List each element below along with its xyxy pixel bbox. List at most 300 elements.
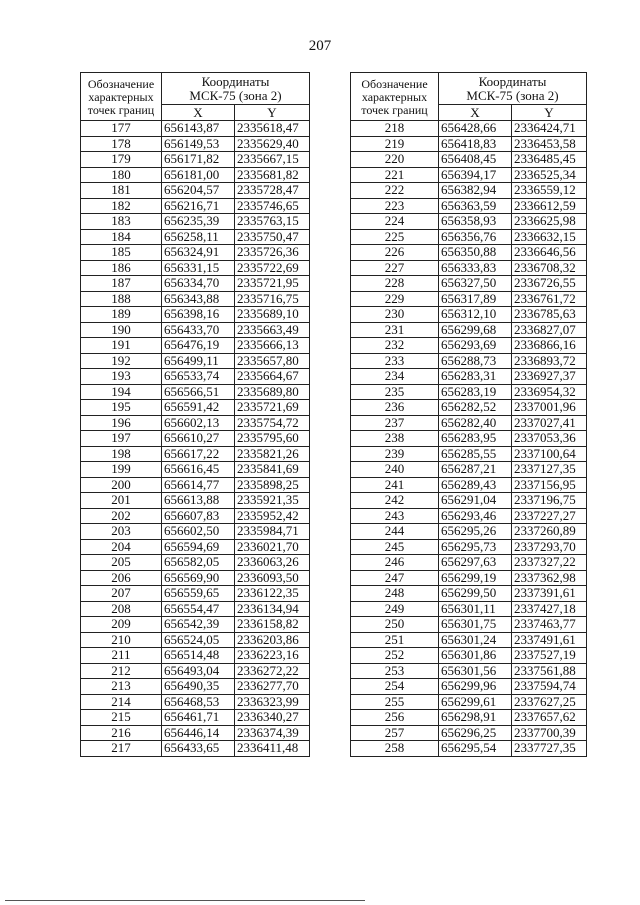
x-coordinate-cell: 656433,65	[162, 741, 235, 757]
designation-header-line1: Обозначение	[361, 76, 428, 91]
x-coordinate-cell: 656312,10	[439, 307, 512, 323]
point-number-cell: 209	[81, 617, 162, 633]
table-row	[351, 694, 587, 710]
y-coordinate-cell: 2337196,75	[512, 493, 587, 509]
x-coordinate-cell: 656542,39	[162, 617, 235, 633]
x-coordinate-cell: 656398,16	[162, 307, 235, 323]
x-coordinate-cell: 656334,70	[162, 276, 235, 292]
table-row	[81, 524, 310, 540]
table-row	[351, 524, 587, 540]
x-coordinate-cell: 656282,40	[439, 415, 512, 431]
table-header	[351, 73, 587, 121]
table-body-left	[81, 121, 310, 757]
table-row	[351, 291, 587, 307]
point-number-cell: 195	[81, 400, 162, 416]
x-coordinate-cell: 656295,54	[439, 741, 512, 757]
y-coordinate-cell: 2335726,36	[235, 245, 310, 261]
designation-header-line3: точек границ	[361, 102, 428, 117]
table-row	[81, 617, 310, 633]
scan-edge-line	[5, 900, 365, 901]
table-row	[81, 245, 310, 261]
table-row	[81, 291, 310, 307]
point-number-cell: 197	[81, 431, 162, 447]
point-number-cell: 256	[351, 710, 439, 726]
y-coordinate-cell: 2335728,47	[235, 183, 310, 199]
point-number-cell: 198	[81, 446, 162, 462]
table-row	[81, 632, 310, 648]
y-coordinate-cell: 2336761,72	[512, 291, 587, 307]
point-number-cell: 234	[351, 369, 439, 385]
coordinates-table-left	[80, 72, 310, 757]
x-header: X	[439, 105, 512, 121]
x-coordinate-cell: 656301,75	[439, 617, 512, 633]
x-coordinate-cell: 656327,50	[439, 276, 512, 292]
point-number-cell: 180	[81, 167, 162, 183]
y-coordinate-cell: 2336063,26	[235, 555, 310, 571]
designation-header-line1: Обозначение	[87, 76, 155, 91]
table-row	[81, 710, 310, 726]
point-number-cell: 243	[351, 508, 439, 524]
point-number-cell: 189	[81, 307, 162, 323]
y-coordinate-cell: 2336612,59	[512, 198, 587, 214]
x-coordinate-cell: 656559,65	[162, 586, 235, 602]
x-coordinate-cell: 656524,05	[162, 632, 235, 648]
y-coordinate-cell: 2337362,98	[512, 570, 587, 586]
y-coordinate-cell: 2335689,80	[235, 384, 310, 400]
point-number-cell: 207	[81, 586, 162, 602]
table-row	[351, 229, 587, 245]
point-number-cell: 214	[81, 694, 162, 710]
point-number-cell: 213	[81, 679, 162, 695]
point-number-cell: 242	[351, 493, 439, 509]
point-number-cell: 240	[351, 462, 439, 478]
y-coordinate-cell: 2335666,13	[235, 338, 310, 354]
x-coordinate-cell: 656295,26	[439, 524, 512, 540]
y-coordinate-cell: 2337260,89	[512, 524, 587, 540]
coordinates-header-line1: Координаты	[478, 73, 547, 89]
point-number-cell: 254	[351, 679, 439, 695]
point-number-cell: 235	[351, 384, 439, 400]
y-coordinate-cell: 2336625,98	[512, 214, 587, 230]
x-coordinate-cell: 656283,19	[439, 384, 512, 400]
y-coordinate-cell: 2336559,12	[512, 183, 587, 199]
y-coordinate-cell: 2335663,49	[235, 322, 310, 338]
point-number-cell: 220	[351, 152, 439, 168]
point-number-cell: 226	[351, 245, 439, 261]
table-row	[351, 570, 587, 586]
y-coordinate-cell: 2337100,64	[512, 446, 587, 462]
x-coordinate-cell: 656299,19	[439, 570, 512, 586]
point-number-cell: 233	[351, 353, 439, 369]
point-number-cell: 199	[81, 462, 162, 478]
y-coordinate-cell: 2336203,86	[235, 632, 310, 648]
coordinates-header-line1: Координаты	[201, 73, 270, 89]
x-coordinate-cell: 656258,11	[162, 229, 235, 245]
table-row	[351, 725, 587, 741]
y-coordinate-cell: 2336893,72	[512, 353, 587, 369]
y-coordinate-cell: 2335657,80	[235, 353, 310, 369]
x-coordinate-cell: 656324,91	[162, 245, 235, 261]
x-coordinate-cell: 656418,83	[439, 136, 512, 152]
table-row	[351, 508, 587, 524]
x-coordinate-cell: 656293,46	[439, 508, 512, 524]
y-coordinate-cell: 2337053,36	[512, 431, 587, 447]
y-coordinate-cell: 2335667,15	[235, 152, 310, 168]
x-coordinate-cell: 656554,47	[162, 601, 235, 617]
y-coordinate-cell: 2335898,25	[235, 477, 310, 493]
point-number-cell: 236	[351, 400, 439, 416]
table-row	[81, 415, 310, 431]
point-number-cell: 193	[81, 369, 162, 385]
y-coordinate-cell: 2336272,22	[235, 663, 310, 679]
point-number-cell: 183	[81, 214, 162, 230]
x-coordinate-cell: 656293,69	[439, 338, 512, 354]
y-coordinate-cell: 2335721,69	[235, 400, 310, 416]
point-number-cell: 244	[351, 524, 439, 540]
x-coordinate-cell: 656428,66	[439, 121, 512, 137]
y-coordinate-cell: 2335681,82	[235, 167, 310, 183]
page-number: 207	[308, 38, 332, 54]
y-header: Y	[235, 105, 310, 121]
designation-header	[81, 73, 162, 121]
point-number-cell: 218	[351, 121, 439, 137]
x-coordinate-cell: 656288,73	[439, 353, 512, 369]
table-row	[81, 183, 310, 199]
designation-header-line3: точек границ	[87, 102, 155, 117]
table-row	[81, 570, 310, 586]
point-number-cell: 181	[81, 183, 162, 199]
x-coordinate-cell: 656331,15	[162, 260, 235, 276]
y-coordinate-cell: 2337463,77	[512, 617, 587, 633]
table-row	[351, 431, 587, 447]
y-coordinate-cell: 2337391,61	[512, 586, 587, 602]
y-coordinate-cell: 2335952,42	[235, 508, 310, 524]
y-coordinate-cell: 2336134,94	[235, 601, 310, 617]
x-coordinate-cell: 656499,11	[162, 353, 235, 369]
y-coordinate-cell: 2335921,35	[235, 493, 310, 509]
table-row	[351, 493, 587, 509]
y-coordinate-cell: 2335754,72	[235, 415, 310, 431]
table-row	[81, 152, 310, 168]
x-coordinate-cell: 656461,71	[162, 710, 235, 726]
y-coordinate-cell: 2336708,32	[512, 260, 587, 276]
table-row	[81, 307, 310, 323]
y-coordinate-cell: 2336374,39	[235, 725, 310, 741]
y-coordinate-cell: 2336223,16	[235, 648, 310, 664]
x-coordinate-cell: 656296,25	[439, 725, 512, 741]
x-coordinate-cell: 656433,70	[162, 322, 235, 338]
point-number-cell: 205	[81, 555, 162, 571]
point-number-cell: 227	[351, 260, 439, 276]
point-number-cell: 241	[351, 477, 439, 493]
y-coordinate-cell: 2335763,15	[235, 214, 310, 230]
table-row	[81, 679, 310, 695]
table-row	[351, 446, 587, 462]
table-row	[81, 601, 310, 617]
designation-header-line2: характерных	[361, 89, 428, 104]
point-number-cell: 253	[351, 663, 439, 679]
y-coordinate-cell: 2335984,71	[235, 524, 310, 540]
point-number-cell: 245	[351, 539, 439, 555]
point-number-cell: 232	[351, 338, 439, 354]
y-coordinate-cell: 2335821,26	[235, 446, 310, 462]
table-row	[351, 214, 587, 230]
point-number-cell: 191	[81, 338, 162, 354]
y-coordinate-cell: 2337001,96	[512, 400, 587, 416]
y-coordinate-cell: 2336453,58	[512, 136, 587, 152]
y-coordinate-cell: 2336411,48	[235, 741, 310, 757]
x-coordinate-cell: 656582,05	[162, 555, 235, 571]
x-coordinate-cell: 656295,73	[439, 539, 512, 555]
x-coordinate-cell: 656343,88	[162, 291, 235, 307]
point-number-cell: 204	[81, 539, 162, 555]
x-coordinate-cell: 656287,21	[439, 462, 512, 478]
point-number-cell: 192	[81, 353, 162, 369]
table-row	[351, 152, 587, 168]
y-coordinate-cell: 2335664,67	[235, 369, 310, 385]
y-coordinate-cell: 2336277,70	[235, 679, 310, 695]
point-number-cell: 255	[351, 694, 439, 710]
point-number-cell: 221	[351, 167, 439, 183]
x-coordinate-cell: 656301,86	[439, 648, 512, 664]
x-coordinate-cell: 656594,69	[162, 539, 235, 555]
point-number-cell: 186	[81, 260, 162, 276]
x-coordinate-cell: 656394,17	[439, 167, 512, 183]
x-coordinate-cell: 656171,82	[162, 152, 235, 168]
coordinates-header	[439, 73, 587, 105]
table-row	[351, 400, 587, 416]
point-number-cell: 188	[81, 291, 162, 307]
table-header	[81, 73, 310, 121]
table-row	[81, 136, 310, 152]
y-coordinate-cell: 2335795,60	[235, 431, 310, 447]
table-row	[81, 322, 310, 338]
point-number-cell: 203	[81, 524, 162, 540]
table-row	[351, 477, 587, 493]
table-row	[81, 369, 310, 385]
x-coordinate-cell: 656283,95	[439, 431, 512, 447]
y-coordinate-cell: 2336525,34	[512, 167, 587, 183]
x-coordinate-cell: 656291,04	[439, 493, 512, 509]
coordinates-header-line2: МСК-75 (зона 2)	[466, 87, 559, 103]
table-row	[81, 477, 310, 493]
point-number-cell: 228	[351, 276, 439, 292]
x-coordinate-cell: 656617,22	[162, 446, 235, 462]
x-coordinate-cell: 656607,83	[162, 508, 235, 524]
table-row	[351, 679, 587, 695]
y-coordinate-cell: 2335722,69	[235, 260, 310, 276]
y-coordinate-cell: 2336485,45	[512, 152, 587, 168]
point-number-cell: 222	[351, 183, 439, 199]
x-coordinate-cell: 656333,83	[439, 260, 512, 276]
table-row	[351, 307, 587, 323]
y-coordinate-cell: 2336827,07	[512, 322, 587, 338]
x-coordinate-cell: 656299,96	[439, 679, 512, 695]
point-number-cell: 225	[351, 229, 439, 245]
point-number-cell: 179	[81, 152, 162, 168]
table-row	[81, 260, 310, 276]
point-number-cell: 212	[81, 663, 162, 679]
y-coordinate-cell: 2337657,62	[512, 710, 587, 726]
table-row	[81, 555, 310, 571]
y-coordinate-cell: 2337156,95	[512, 477, 587, 493]
y-coordinate-cell: 2335716,75	[235, 291, 310, 307]
table-row	[351, 462, 587, 478]
x-coordinate-cell: 656149,53	[162, 136, 235, 152]
table-row	[351, 136, 587, 152]
y-coordinate-cell: 2337127,35	[512, 462, 587, 478]
point-number-cell: 238	[351, 431, 439, 447]
y-coordinate-cell: 2337227,27	[512, 508, 587, 524]
x-coordinate-cell: 656408,45	[439, 152, 512, 168]
y-coordinate-cell: 2335750,47	[235, 229, 310, 245]
point-number-cell: 252	[351, 648, 439, 664]
table-row	[81, 508, 310, 524]
coordinates-header-line2: МСК-75 (зона 2)	[189, 87, 282, 103]
table-row	[351, 245, 587, 261]
point-number-cell: 185	[81, 245, 162, 261]
table-row	[351, 260, 587, 276]
point-number-cell: 216	[81, 725, 162, 741]
x-coordinate-cell: 656569,90	[162, 570, 235, 586]
table-row	[351, 183, 587, 199]
table-row	[351, 539, 587, 555]
point-number-cell: 206	[81, 570, 162, 586]
x-coordinate-cell: 656613,88	[162, 493, 235, 509]
table-row	[351, 198, 587, 214]
x-coordinate-cell: 656493,04	[162, 663, 235, 679]
y-coordinate-cell: 2336340,27	[235, 710, 310, 726]
table-row	[351, 632, 587, 648]
table-row	[351, 741, 587, 757]
y-coordinate-cell: 2336424,71	[512, 121, 587, 137]
table-row	[81, 493, 310, 509]
x-coordinate-cell: 656602,50	[162, 524, 235, 540]
table-row	[351, 353, 587, 369]
table-row	[351, 167, 587, 183]
point-number-cell: 248	[351, 586, 439, 602]
x-coordinate-cell: 656299,61	[439, 694, 512, 710]
x-coordinate-cell: 656616,45	[162, 462, 235, 478]
table-row	[81, 353, 310, 369]
y-coordinate-cell: 2336646,56	[512, 245, 587, 261]
y-header: Y	[512, 105, 587, 121]
x-coordinate-cell: 656610,27	[162, 431, 235, 447]
point-number-cell: 223	[351, 198, 439, 214]
table-row	[351, 710, 587, 726]
x-coordinate-cell: 656566,51	[162, 384, 235, 400]
table-row	[351, 586, 587, 602]
table-row	[81, 214, 310, 230]
y-coordinate-cell: 2335618,47	[235, 121, 310, 137]
table-row	[81, 663, 310, 679]
y-coordinate-cell: 2336093,50	[235, 570, 310, 586]
y-coordinate-cell: 2336323,99	[235, 694, 310, 710]
table-row	[81, 462, 310, 478]
point-number-cell: 182	[81, 198, 162, 214]
x-coordinate-cell: 656614,77	[162, 477, 235, 493]
y-coordinate-cell: 2336726,55	[512, 276, 587, 292]
x-coordinate-cell: 656317,89	[439, 291, 512, 307]
y-coordinate-cell: 2335629,40	[235, 136, 310, 152]
table-row	[81, 121, 310, 137]
y-coordinate-cell: 2337700,39	[512, 725, 587, 741]
x-coordinate-cell: 656358,93	[439, 214, 512, 230]
y-coordinate-cell: 2337327,22	[512, 555, 587, 571]
x-coordinate-cell: 656283,31	[439, 369, 512, 385]
x-coordinate-cell: 656299,50	[439, 586, 512, 602]
table-row	[351, 617, 587, 633]
x-coordinate-cell: 656468,53	[162, 694, 235, 710]
x-coordinate-cell: 656533,74	[162, 369, 235, 385]
point-number-cell: 217	[81, 741, 162, 757]
table-row	[351, 601, 587, 617]
point-number-cell: 251	[351, 632, 439, 648]
x-coordinate-cell: 656301,11	[439, 601, 512, 617]
y-coordinate-cell: 2335841,69	[235, 462, 310, 478]
x-coordinate-cell: 656301,56	[439, 663, 512, 679]
designation-header-line2: характерных	[88, 89, 154, 104]
y-coordinate-cell: 2336866,16	[512, 338, 587, 354]
y-coordinate-cell: 2337594,74	[512, 679, 587, 695]
table-row	[81, 276, 310, 292]
table-row	[81, 198, 310, 214]
y-coordinate-cell: 2337427,18	[512, 601, 587, 617]
table-row	[351, 121, 587, 137]
table-row	[351, 338, 587, 354]
table-row	[81, 586, 310, 602]
table-row	[351, 322, 587, 338]
table-row	[351, 276, 587, 292]
point-number-cell: 249	[351, 601, 439, 617]
x-coordinate-cell: 656591,42	[162, 400, 235, 416]
point-number-cell: 202	[81, 508, 162, 524]
point-number-cell: 230	[351, 307, 439, 323]
point-number-cell: 190	[81, 322, 162, 338]
y-coordinate-cell: 2336158,82	[235, 617, 310, 633]
y-coordinate-cell: 2337491,61	[512, 632, 587, 648]
x-coordinate-cell: 656282,52	[439, 400, 512, 416]
point-number-cell: 194	[81, 384, 162, 400]
table-row	[351, 369, 587, 385]
x-coordinate-cell: 656490,35	[162, 679, 235, 695]
y-coordinate-cell: 2336785,63	[512, 307, 587, 323]
x-coordinate-cell: 656181,00	[162, 167, 235, 183]
table-row	[81, 694, 310, 710]
x-coordinate-cell: 656301,24	[439, 632, 512, 648]
table-row	[81, 446, 310, 462]
x-coordinate-cell: 656285,55	[439, 446, 512, 462]
table-row	[81, 539, 310, 555]
table-row	[81, 167, 310, 183]
designation-header	[351, 73, 439, 121]
x-coordinate-cell: 656235,39	[162, 214, 235, 230]
coordinates-header	[162, 73, 310, 105]
point-number-cell: 247	[351, 570, 439, 586]
x-coordinate-cell: 656382,94	[439, 183, 512, 199]
x-coordinate-cell: 656363,59	[439, 198, 512, 214]
x-coordinate-cell: 656297,63	[439, 555, 512, 571]
x-coordinate-cell: 656356,76	[439, 229, 512, 245]
point-number-cell: 224	[351, 214, 439, 230]
point-number-cell: 246	[351, 555, 439, 571]
table-row	[351, 555, 587, 571]
point-number-cell: 187	[81, 276, 162, 292]
point-number-cell: 184	[81, 229, 162, 245]
point-number-cell: 257	[351, 725, 439, 741]
y-coordinate-cell: 2335721,95	[235, 276, 310, 292]
x-coordinate-cell: 656298,91	[439, 710, 512, 726]
